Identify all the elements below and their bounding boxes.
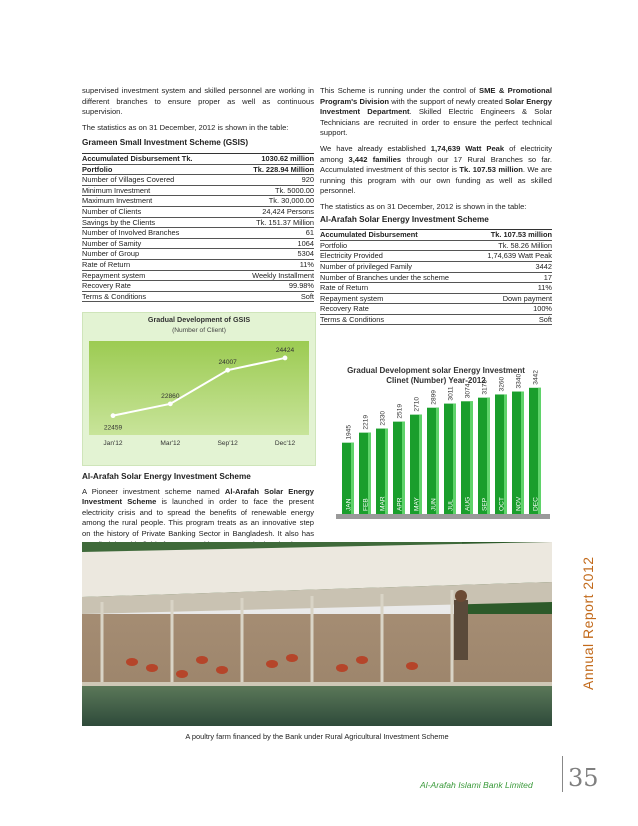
solar-row xyxy=(320,272,552,283)
annual-report-side-title: Annual Report 2012 xyxy=(580,556,596,690)
gsis-row xyxy=(82,270,314,281)
gsis-point xyxy=(283,356,288,361)
gsis-row xyxy=(82,164,314,175)
solar-month-label: SEP xyxy=(481,497,489,511)
solar-value: 100% xyxy=(475,304,552,315)
solar-bar-highlight xyxy=(504,394,507,514)
gsis-value: Tk. 151.37 Million xyxy=(231,217,314,228)
gsis-label: Rate of Return xyxy=(82,259,231,270)
gsis-value: 99.98% xyxy=(231,281,314,292)
gsis-value: 1064 xyxy=(231,238,314,249)
gsis-x-tick-label: Mar'12 xyxy=(160,440,181,447)
solar-row xyxy=(320,304,552,315)
gsis-row xyxy=(82,281,314,292)
gsis-row xyxy=(82,291,314,302)
solar-row xyxy=(320,240,552,251)
solar-table-heading: Al-Arafah Solar Energy Investment Scheme xyxy=(320,214,489,224)
gsis-label: Savings by the Clients xyxy=(82,217,231,228)
gsis-label: Terms & Conditions xyxy=(82,291,231,302)
gsis-value: Tk. 30,000.00 xyxy=(231,196,314,207)
solar-row xyxy=(320,283,552,294)
page-number: 35 xyxy=(568,764,599,792)
gsis-label: Number of Group xyxy=(82,249,231,260)
gsis-label: Number of Villages Covered xyxy=(82,175,231,186)
gsis-value: Tk. 5000.00 xyxy=(231,185,314,196)
solar-chart-base xyxy=(336,514,550,519)
solar-label: Portfolio xyxy=(320,240,475,251)
solar-label: Electricity Provided xyxy=(320,251,475,262)
solar-row xyxy=(320,314,552,325)
solar-bar-highlight xyxy=(436,408,439,514)
right-column xyxy=(320,86,552,325)
gsis-value: 1030.62 million xyxy=(231,153,314,164)
solar-row xyxy=(320,251,552,262)
solar-month-label: NOV xyxy=(515,496,523,511)
intro-paragraph: supervised investment system and skilled personnel are working in different branches to ensure proper as well as continuous supervision. xyxy=(82,86,314,117)
page-number-divider xyxy=(562,756,563,792)
gsis-value: 5304 xyxy=(231,249,314,260)
solar-row xyxy=(320,230,552,241)
solar-row xyxy=(320,261,552,272)
gsis-series-line xyxy=(113,358,285,416)
gsis-row xyxy=(82,185,314,196)
gsis-x-tick-label: Sep'12 xyxy=(217,440,238,447)
solar-row xyxy=(320,293,552,304)
gsis-value: 24,424 Persons xyxy=(231,206,314,217)
solar-label: Number of privileged Family xyxy=(320,261,475,272)
gsis-row xyxy=(82,206,314,217)
gsis-chart-title: Gradual Development of GSIS xyxy=(147,315,251,324)
solar-value: Down payment xyxy=(475,293,552,304)
solar-data-label: 2219 xyxy=(362,414,370,430)
gsis-stats-table xyxy=(82,153,314,302)
solar-label: Rate of Return xyxy=(320,283,475,294)
gsis-x-tick-label: Jan'12 xyxy=(103,440,123,447)
gsis-value: Tk. 228.94 Million xyxy=(231,164,314,175)
solar-data-label: 2330 xyxy=(379,410,387,426)
solar-value: 17 xyxy=(475,272,552,283)
gsis-chart-subtitle: (Number of Client) xyxy=(172,327,226,334)
solar-month-label: AUG xyxy=(464,496,472,511)
solar-data-label: 3340 xyxy=(515,373,523,389)
solar-month-label: FEB xyxy=(362,498,370,511)
gsis-row xyxy=(82,238,314,249)
gsis-row xyxy=(82,259,314,270)
gsis-row xyxy=(82,153,314,164)
solar-month-label: MAY xyxy=(413,497,421,511)
solar-data-label: 2519 xyxy=(396,403,404,419)
gsis-label: Number of Involved Branches xyxy=(82,228,231,239)
solar-bar-highlight xyxy=(453,404,456,514)
solar-month-label: JUL xyxy=(447,499,455,511)
gsis-label: Repayment system xyxy=(82,270,231,281)
solar-stats-table xyxy=(320,229,552,325)
gsis-x-tick-label: Dec'12 xyxy=(274,440,296,447)
gsis-line-svg xyxy=(89,341,309,435)
solar-bar-svg xyxy=(320,364,552,524)
gsis-row xyxy=(82,228,314,239)
left-column xyxy=(82,86,314,302)
gsis-row xyxy=(82,249,314,260)
solar-month-label: APR xyxy=(396,497,404,511)
solar-label: Recovery Rate xyxy=(320,304,475,315)
gsis-data-label: 22860 xyxy=(161,392,180,400)
solar-achievement-paragraph: We have already established 1,74,639 Watt Peak of electricity among 3,442 families through our 17 Rural Branches so far. Accumulated investment of this sector is Tk. 107.53 million. We are running this program with our own funding as well as skilled personnel. xyxy=(320,143,553,196)
gsis-data-label: 22459 xyxy=(103,424,123,432)
solar-month-label: OCT xyxy=(498,497,506,511)
solar-data-label: 2710 xyxy=(413,396,421,412)
solar-data-label: 3260 xyxy=(498,376,506,392)
solar-label: Terms & Conditions xyxy=(320,314,475,325)
solar-data-label: 3074 xyxy=(464,383,472,399)
gsis-label: Recovery Rate xyxy=(82,281,231,292)
gsis-value: Weekly Installment xyxy=(231,270,314,281)
solar-month-label: DEC xyxy=(532,497,540,511)
gsis-chart xyxy=(82,312,316,466)
solar-chart-title: Gradual Development solar Energy Investment Clinet (Number) Year-2012 xyxy=(347,366,525,385)
solar-control-paragraph: This Scheme is running under the control of SME & Promotional Program's Division with the support of newly created Solar Energy Investment Department. Skilled Electric Engineers & Solar Technicians are recruited in order to ensure the perfect technical support. xyxy=(320,86,552,138)
gsis-label: Maximum Investment xyxy=(82,196,231,207)
gsis-row xyxy=(82,217,314,228)
solar-label: Accumulated Disbursement xyxy=(320,230,475,241)
solar-value: Tk. 107.53 million xyxy=(475,230,552,241)
solar-bar-highlight xyxy=(487,398,490,514)
solar-month-label: JUN xyxy=(430,498,438,511)
solar-bar-highlight xyxy=(538,388,541,514)
gsis-row xyxy=(82,196,314,207)
gsis-label: Minimum Investment xyxy=(82,185,231,196)
gsis-value: Soft xyxy=(231,291,314,302)
solar-data-label: 1945 xyxy=(345,425,353,440)
gsis-value: 61 xyxy=(231,228,314,239)
solar-data-label: 3011 xyxy=(447,386,455,401)
gsis-point xyxy=(111,413,116,418)
gsis-plot-area xyxy=(89,341,309,435)
solar-data-label: 3173 xyxy=(481,379,489,395)
solar-bar-highlight xyxy=(521,392,524,514)
solar-value: 1,74,639 Watt Peak xyxy=(475,251,552,262)
photo-caption: A poultry farm financed by the Bank under Rural Agricultural Investment Scheme xyxy=(185,732,449,741)
gsis-point xyxy=(225,368,230,373)
gsis-row xyxy=(82,175,314,186)
gsis-stats-note: The statistics as on 31 December, 2012 is shown in the table: xyxy=(82,122,289,132)
solar-value: 11% xyxy=(475,283,552,294)
solar-value: Soft xyxy=(475,314,552,325)
gsis-value: 11% xyxy=(231,259,314,270)
solar-value: Tk. 58.26 Million xyxy=(475,240,552,251)
solar-data-label: 2899 xyxy=(430,390,438,405)
solar-heading-left: Al-Arafah Solar Energy Investment Scheme xyxy=(82,472,251,481)
poultry-farm-photo xyxy=(82,542,552,726)
solar-value: 3442 xyxy=(475,261,552,272)
bank-name-footer: Al-Arafah Islami Bank Limited xyxy=(420,780,533,790)
gsis-value: 920 xyxy=(231,175,314,186)
gsis-label: Accumulated Disbursement Tk. xyxy=(82,153,231,164)
gsis-data-label: 24424 xyxy=(275,346,295,354)
gsis-label: Portfolio xyxy=(82,164,231,175)
solar-label: Repayment system xyxy=(320,293,475,304)
gsis-label: Number of Clients xyxy=(82,206,231,217)
gsis-heading: Grameen Small Investment Scheme (GSIS) xyxy=(82,138,249,148)
solar-chart xyxy=(320,364,552,524)
solar-stats-note: The statistics as on 31 December, 2012 is shown in the table: xyxy=(320,201,527,211)
solar-month-label: MAR xyxy=(379,496,387,511)
gsis-label: Number of Samity xyxy=(82,238,231,249)
solar-intro-paragraph: A Pioneer investment scheme named Al-Arafah Solar Energy Investment Scheme is launched in order to face the present electricity crisis and to spread the benefits of renewable energy among the rural people. This program treats as an innovative step on the history of Private Banking Sector in Bangladesh. It also has xyxy=(82,486,314,538)
solar-month-label: JAN xyxy=(345,498,353,511)
solar-data-label: 3442 xyxy=(532,370,540,385)
gsis-data-label: 24007 xyxy=(218,359,237,367)
gsis-point xyxy=(168,401,173,406)
solar-label: Number of Branches under the scheme xyxy=(320,272,475,283)
